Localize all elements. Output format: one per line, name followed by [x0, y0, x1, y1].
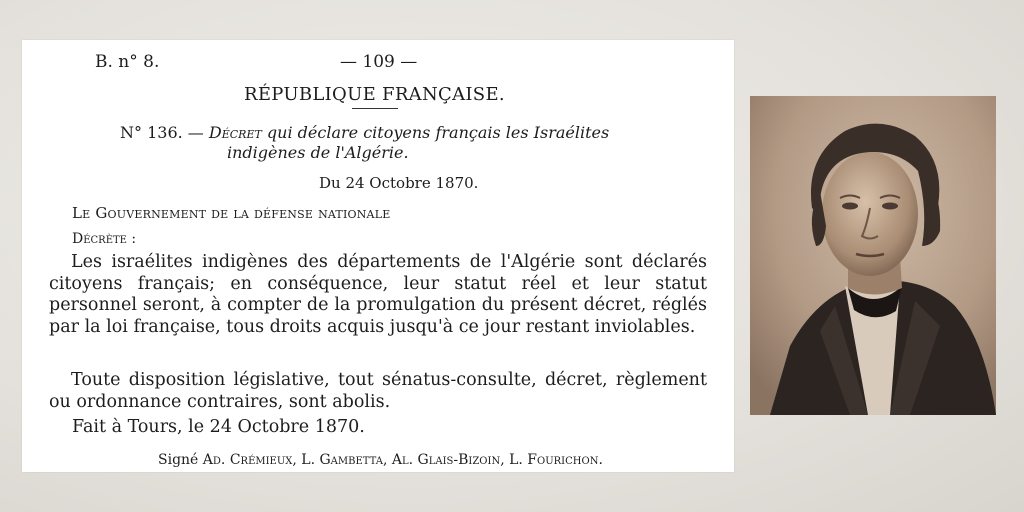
decree-word: Décret: [208, 123, 262, 142]
bulletin-number: B. n° 8.: [95, 52, 160, 72]
government-heading: Le Gouvernement de la défense nationale: [72, 204, 391, 222]
paragraph-2: Toute disposition législative, tout sénatus-consulte, décret, règlement ou ordonnance contraires, sont abolis.: [49, 370, 707, 412]
page-number: — 109 —: [340, 52, 418, 72]
decrees-label: Décrète :: [72, 231, 137, 247]
signatures-line: [158, 452, 603, 468]
signed-prefix: Signé: [158, 452, 199, 468]
paragraph-1: Les israélites indigènes des départements de l'Algérie sont déclarés citoyens français; en conséquence, leur statut réel et leur statut personnel seront, à compter de la promulgation du présent décret, réglés par la loi française, tous droits acquis jusqu'à ce jour restant inviolables.: [49, 252, 707, 337]
title-rule: [352, 108, 398, 109]
decree-title-line1: qui déclare citoyens français les Israélites: [266, 123, 610, 142]
decree-title-line2: indigènes de l'Algérie.: [227, 143, 409, 162]
decree-document: [22, 40, 734, 472]
portrait-illustration: [750, 96, 996, 415]
decree-date: Du 24 Octobre 1870.: [319, 174, 479, 192]
document-title: RÉPUBLIQUE FRANÇAISE.: [244, 84, 505, 105]
signatories: Ad. Crémieux, L. Gambetta, Al. Glais-Bizoin, L. Fourichon.: [202, 452, 603, 468]
done-at-line: Fait à Tours, le 24 Octobre 1870.: [72, 417, 365, 437]
decree-number: N° 136. —: [120, 123, 204, 142]
decree-heading: [120, 123, 609, 142]
portrait-photo: [750, 96, 996, 415]
